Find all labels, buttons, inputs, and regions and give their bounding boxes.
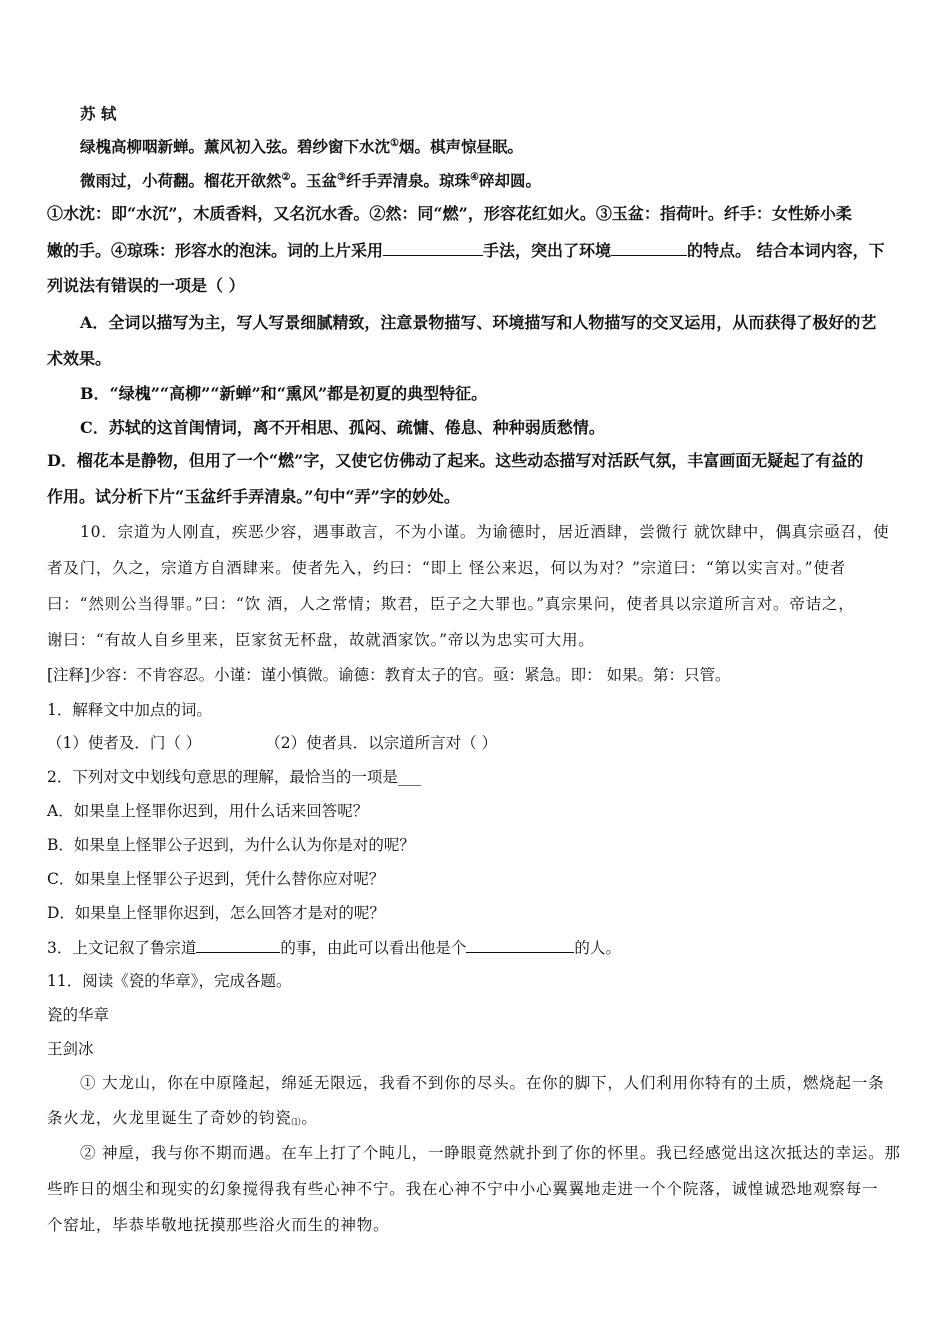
q10-passage-line-4: 谢曰：“有故人自乡里来，臣家贫无杯盘，故就酒家饮。”帝以为忠实可大用。	[47, 631, 595, 649]
q11-para-2-line-1: ② 神垕，我与你不期而遇。在车上打了个盹儿，一睁眼竟然就扑到了你的怀里。我已经感觉出这次抵达的幸运。那	[80, 1144, 901, 1162]
q10-sub3: 3．上文记叙了鲁宗道 的事，由此可以看出他是个 的人。	[47, 939, 621, 957]
poem-line-2: 微雨过，小荷翻。榴花开欲然②。玉盆③纤手弄清泉。琼珠④碎却圆。	[80, 171, 541, 190]
notes-line-1: ①水沈：即“水沉”，木质香料，又名沉水香。②然：同“燃”，形容花红如火。③玉盆：指荷叶。纤手：女性娇小柔	[47, 204, 852, 223]
q10-passage-line-3: 曰：“然则公当得罪。”曰：“饮 酒，人之常情；欺君，臣子之大罪也。”真宗果问，使者具以宗道所言对。帝诘之，	[47, 595, 855, 613]
question-stem: 列说法有错误的一项是（ ）	[47, 276, 245, 295]
q10-sub1: 1．解释文中加点的词。	[47, 701, 212, 719]
q10-sub2-option-d: D．如果皇上怪罪你迟到，怎么回答才是对的呢？	[47, 904, 385, 922]
q10-sub1-items: （1）使者及．门（ ） （2）使者具．以宗道所言对（ ）	[47, 734, 498, 752]
option-c: C．苏轼的这首闺情词，离不开相思、孤闷、疏慵、倦息、种种弱质愁情。	[80, 418, 605, 437]
option-a: A．全词以描写为主，写人写景细腻精致，注意景物描写、环境描写和人物描写的交叉运用，从而获得了极好的艺	[80, 313, 877, 332]
q10-passage-line-1: 10．宗道为人刚直，疾恶少容，遇事敢言，不为小谨。为谕德时，居近酒肆，尝微行 就饮肆中，偶真宗亟召，使	[80, 523, 890, 541]
answer-blank[interactable]	[611, 240, 687, 256]
q10-sub2-option-b: B．如果皇上怪罪公子迟到，为什么认为你是对的呢？	[47, 836, 415, 854]
q11-article-author: 王剑冰	[47, 1040, 94, 1058]
option-b: B．“绿槐”“高柳”“新蝉”和“熏风”都是初夏的典型特征。	[80, 384, 488, 403]
q11-article-title: 瓷的华章	[47, 1006, 110, 1024]
q10-annotation: [注释]少容：不肯容忍。小谨：谨小慎微。谕德：教育太子的官。亟：紧急。即： 如果。第：只管。	[47, 666, 731, 684]
q11-para-1-line-1: ① 大龙山，你在中原隆起，绵延无限远，我看不到你的尽头。在你的脚下，人们利用你特有的土质，燃烧起一条	[80, 1074, 885, 1092]
answer-blank[interactable]	[466, 937, 574, 953]
q10-sub2: 2．下列对文中划线句意思的理解，最恰当的一项是___	[47, 768, 422, 786]
q11-para-1-line-2: 条火龙，火龙里诞生了奇妙的钧瓷$_⑴$。	[47, 1109, 318, 1128]
option-d: D．榴花本是静物，但用了一个“燃”字，又使它仿佛动了起来。这些动态描写对活跃气氛，丰富画面无疑起了有益的	[47, 451, 864, 470]
q10-passage-line-2: 者及门，久之，宗道方自酒肆来。使者先入，约曰：“即上 怪公来迟，何以为对？”宗道曰：“第以实言对。”使者	[47, 559, 846, 577]
answer-blank[interactable]	[383, 240, 483, 256]
q10-sub2-option-c: C．如果皇上怪罪公子迟到，凭什么替你应对呢？	[47, 870, 385, 888]
q11-para-2-line-2: 些昨日的烟尘和现实的幻象搅得我有些心神不宁。我在心神不宁中小心翼翼地走进一个个院落，诚惶诚恐地观察每一	[47, 1180, 879, 1198]
poem-author: 苏 轼	[80, 104, 117, 123]
q11-intro: 11．阅读《瓷的华章》，完成各题。	[47, 972, 292, 990]
q11-para-2-line-3: 个窑址，毕恭毕敬地抚摸那些浴火而生的神物。	[47, 1216, 390, 1234]
option-a-cont: 术效果。	[47, 349, 112, 368]
poem-line-1: 绿槐高柳咽新蝉。薰风初入弦。碧纱窗下水沈①烟。棋声惊昼眠。	[80, 137, 523, 156]
option-d-cont: 作用。试分析下片“玉盆纤手弄清泉。”句中“弄”字的妙处。	[47, 487, 460, 506]
answer-blank[interactable]	[196, 937, 280, 953]
notes-line-2: 嫩的手。④琼珠：形容水的泡沫。词的上片采用 手法，突出了环境 的特点。 结合本词内容，下	[47, 241, 885, 260]
q10-sub2-option-a: A．如果皇上怪罪你迟到，用什么话来回答呢？	[47, 802, 369, 820]
